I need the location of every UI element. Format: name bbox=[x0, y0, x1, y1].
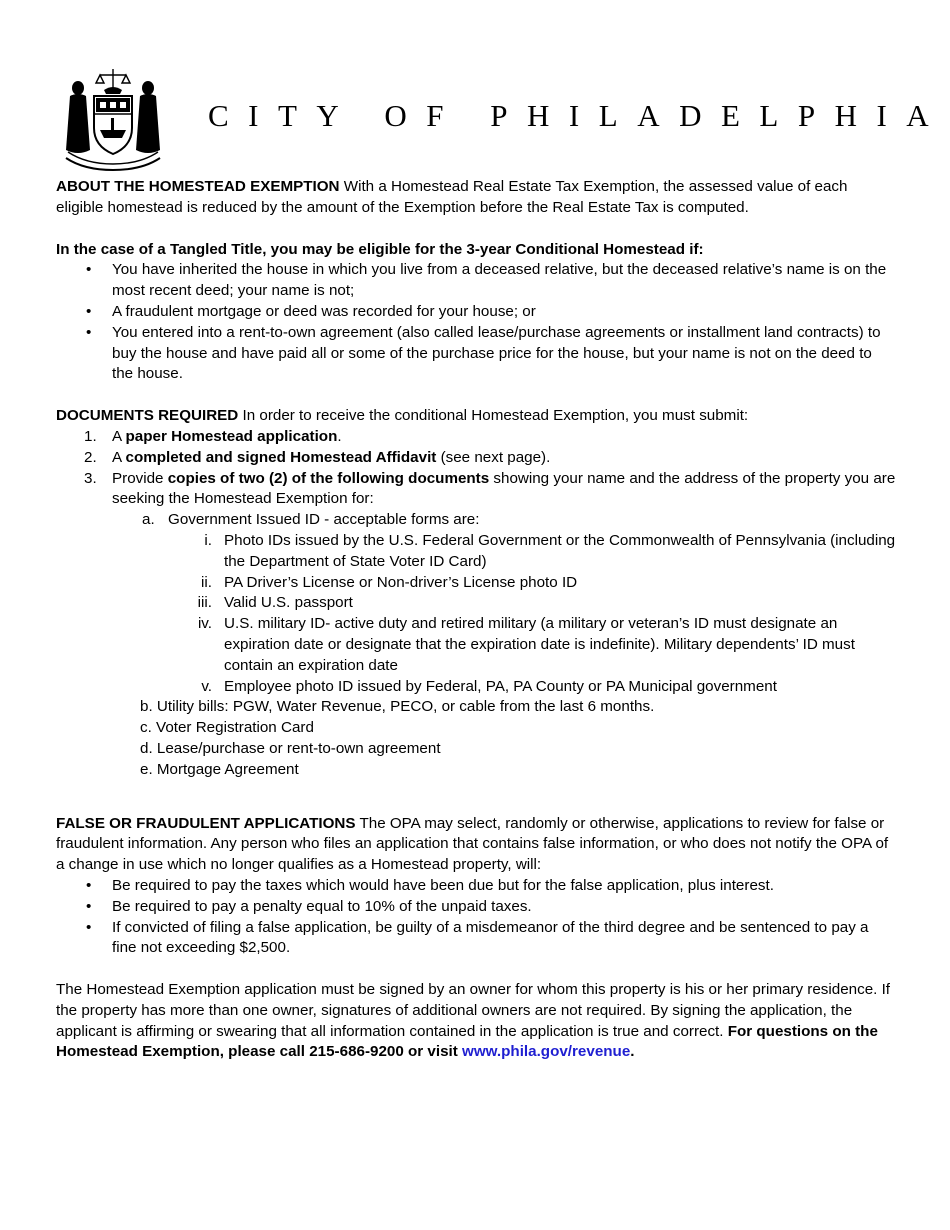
document-body bbox=[56, 177, 896, 1063]
fraud-list bbox=[56, 876, 896, 959]
documents-list bbox=[56, 427, 896, 510]
list-item: • If convicted of filing a false application, be guilty of a misdemeanor of the third degree and be sentenced to pay a fine not exceeding $2,500. bbox=[86, 918, 869, 957]
fraud-heading: FALSE OR FRAUDULENT APPLICATIONS bbox=[56, 814, 356, 832]
about-text: With a Homestead Real Estate Tax Exemption, the assessed value of each eligible homestead is reduced by the amount of the Exemption before the Real Estate Tax is computed. bbox=[56, 178, 848, 216]
list-item: i. Photo IDs issued by the U.S. Federal Government or the Commonwealth of Pennsylvania (including the Department of State Voter ID Card) bbox=[204, 531, 896, 570]
list-item: 2. A completed and signed Homestead Affidavit (see next page). bbox=[84, 448, 551, 466]
documents-heading: DOCUMENTS REQUIRED bbox=[56, 407, 239, 425]
list-item: c. Voter Registration Card bbox=[140, 719, 314, 737]
list-item: iv. U.S. military ID- active duty and retired military (a military or veteran’s ID must designate an expiration date or designate that the expiration date is indefinite). Military dependents’ ID must contain an expiration date bbox=[197, 615, 855, 674]
tangled-heading: In the case of a Tangled Title, you may be eligible for the 3-year Conditional Homestead if: bbox=[56, 240, 704, 258]
documents-paragraph: DOCUMENTS REQUIRED In order to receive the conditional Homestead Exemption, you must submit: bbox=[56, 407, 749, 425]
list-item: 1. A paper Homestead application. bbox=[84, 427, 342, 445]
fraud-paragraph: FALSE OR FRAUDULENT APPLICATIONS The OPA may select, randomly or otherwise, applications to review for false or fraudulent information. Any person who files an application that contains false information, or who does not notify the OPA of a change in use which no longer qualifies as a Homestead property, will: bbox=[56, 814, 889, 874]
list-item: 3. Provide copies of two (2) of the following documents showing your name and the address of the property you are seeking the Homestead Exemption for: bbox=[84, 469, 896, 508]
revenue-link[interactable]: www.phila.gov/revenue bbox=[462, 1043, 631, 1061]
list-item: v. Employee photo ID issued by Federal, PA, PA County or PA Municipal government bbox=[201, 677, 777, 695]
list-item: iii. Valid U.S. passport bbox=[197, 594, 353, 612]
list-item: • You have inherited the house in which you live from a deceased relative, but the deceased relative’s name is on the most recent deed; your name is not; bbox=[86, 261, 887, 300]
about-heading: ABOUT THE HOMESTEAD EXEMPTION bbox=[56, 178, 340, 195]
list-item: ii. PA Driver’s License or Non-driver’s License photo ID bbox=[201, 573, 578, 591]
list-item: • You entered into a rent-to-own agreement (also called lease/purchase agreements or installment land contracts) to buy the house and have paid all or some of the purchase price for the house, but your name is not on the deed to the house. bbox=[86, 323, 881, 383]
closing-paragraph: The Homestead Exemption application must be signed by an owner for whom this property is his or her primary residence. If the property has more than one owner, signatures of additional owners are not required. By signing the application, the applicant is affirming or swearing that all information contained in the application is true and correct. For questions on the Homestead Exemption, please call 215-686-9200 or visit www.phila.gov/revenue. bbox=[56, 981, 891, 1061]
list-item: b. Utility bills: PGW, Water Revenue, PECO, or cable from the last 6 months. bbox=[140, 698, 655, 716]
tangled-list bbox=[56, 260, 896, 385]
list-item: a. Government Issued ID - acceptable forms are: bbox=[142, 511, 480, 529]
list-item: • Be required to pay the taxes which would have been due but for the false application, plus interest. bbox=[86, 876, 774, 894]
list-item: • A fraudulent mortgage or deed was recorded for your house; or bbox=[86, 302, 536, 320]
list-item: • Be required to pay a penalty equal to 10% of the unpaid taxes. bbox=[86, 897, 532, 915]
city-title: CITY OF PHILADELPHIA bbox=[208, 98, 949, 133]
list-item: e. Mortgage Agreement bbox=[140, 760, 299, 778]
city-seal bbox=[54, 66, 172, 176]
about-paragraph bbox=[56, 177, 896, 219]
city-seal-icon bbox=[54, 66, 172, 176]
list-item: d. Lease/purchase or rent-to-own agreement bbox=[140, 739, 441, 757]
